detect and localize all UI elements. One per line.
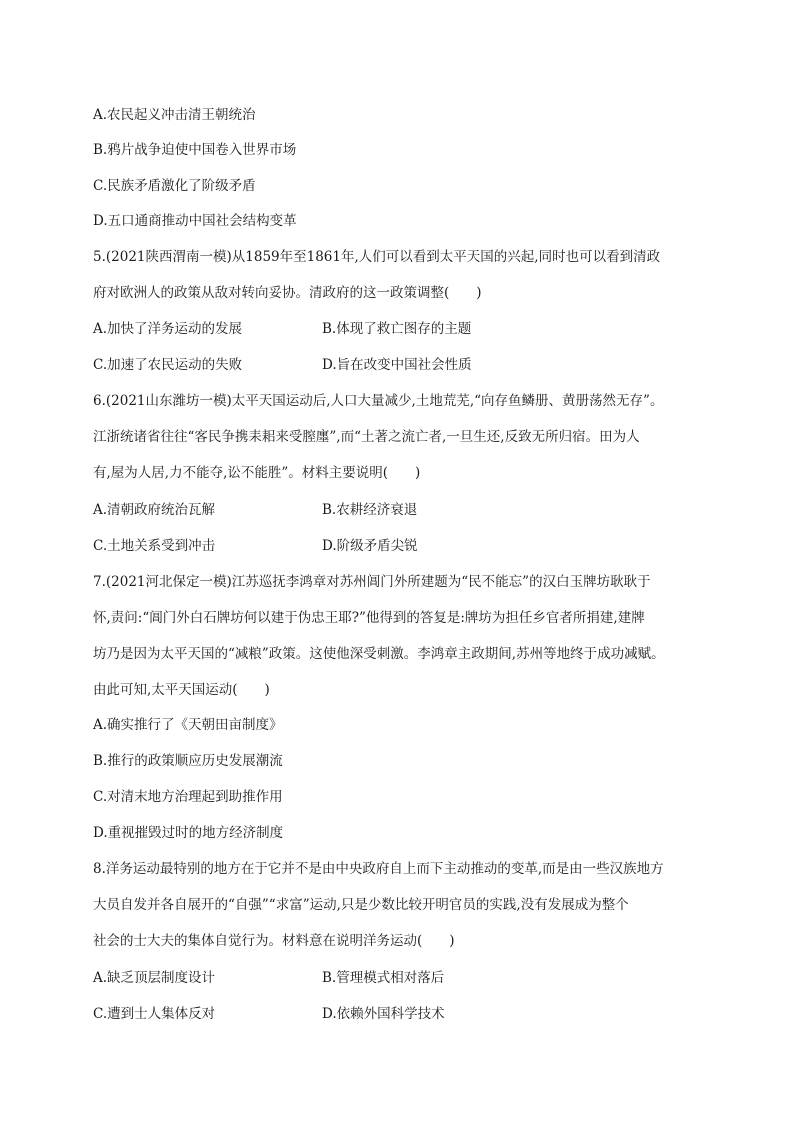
q6-stem-line-3: 有,屋为人居,力不能夺,讼不能胜”。材料主要说明( ) (93, 465, 421, 481)
q8-stem-line-3: 社会的士大夫的集体自觉行为。材料意在说明洋务运动( ) (93, 933, 455, 949)
q6-stem-line-1: 6.(2021山东潍坊一模)太平天国运动后,人口大量减少,土地荒芜,“向存鱼鳞册、黄册荡然无存”。 (93, 393, 664, 409)
q8-stem-line-1: 8.洋务运动最特别的地方在于它并不是由中央政府自上而下主动推动的变革,而是由一些汉族地方 (93, 861, 664, 877)
q5-option-b: B.体现了救亡图存的主题 (322, 321, 472, 337)
q8-option-a: A.缺乏顶层制度设计 (93, 970, 216, 986)
q7-option-b: B.推行的政策顺应历史发展潮流 (93, 753, 283, 769)
q5-option-c: C.加速了农民运动的失败 (93, 357, 243, 373)
q5-stem-line-1: 5.(2021陕西渭南一模)从1859年至1861年,人们可以看到太平天国的兴起,同时也可以看到清政 (93, 249, 661, 265)
q5-option-d: D.旨在改变中国社会性质 (322, 357, 472, 373)
q4-option-c: C.民族矛盾激化了阶级矛盾 (93, 178, 256, 194)
q7-stem-line-2: 怀,责问:“阊门外白石牌坊何以建于伪忠王耶?”他得到的答复是:牌坊为担任乡官者所捐建,建牌 (93, 610, 645, 626)
q4-option-b: B.鸦片战争迫使中国卷入世界市场 (93, 142, 297, 158)
q7-option-d: D.重视摧毁过时的地方经济制度 (93, 825, 284, 841)
q5-stem-line-2: 府对欧洲人的政策从敌对转向妥协。清政府的这一政策调整( ) (93, 285, 482, 301)
q7-option-c: C.对清末地方治理起到助推作用 (93, 789, 283, 805)
q7-stem-line-1: 7.(2021河北保定一模)江苏巡抚李鸿章对苏州阊门外所建题为“民不能忘”的汉白玉牌坊耿耿于 (93, 574, 651, 590)
q8-option-d: D.依赖外国科学技术 (322, 1006, 445, 1022)
q5-option-a: A.加快了洋务运动的发展 (93, 321, 243, 337)
q6-option-d: D.阶级矛盾尖锐 (322, 538, 418, 554)
q7-stem-line-4: 由此可知,太平天国运动( ) (93, 682, 270, 698)
q8-option-b: B.管理模式相对落后 (322, 970, 445, 986)
q6-option-b: B.农耕经济衰退 (322, 502, 418, 518)
q6-option-c: C.土地关系受到冲击 (93, 538, 216, 554)
q7-stem-line-3: 坊乃是因为太平天国的“减粮”政策。这使他深受刺激。李鸿章主政期间,苏州等地终于成功减赋。 (93, 646, 665, 662)
q4-option-d: D.五口通商推动中国社会结构变革 (93, 213, 297, 229)
q8-option-c: C.遭到士人集体反对 (93, 1006, 216, 1022)
q6-stem-line-2: 江浙统诸省往往“客民争携耒耜来受膣廛”,而“土著之流亡者,一旦生还,反致无所归宿。田为人 (93, 429, 640, 445)
q6-option-a: A.清朝政府统治瓦解 (93, 502, 216, 518)
q7-option-a: A.确实推行了《天朝田亩制度》 (93, 717, 283, 733)
q8-stem-line-2: 大员自发并各自展开的“自强”“求富”运动,只是少数比较开明官员的实践,没有发展成为整个 (93, 897, 629, 913)
q4-option-a: A.农民起义冲击清王朝统治 (93, 107, 256, 123)
